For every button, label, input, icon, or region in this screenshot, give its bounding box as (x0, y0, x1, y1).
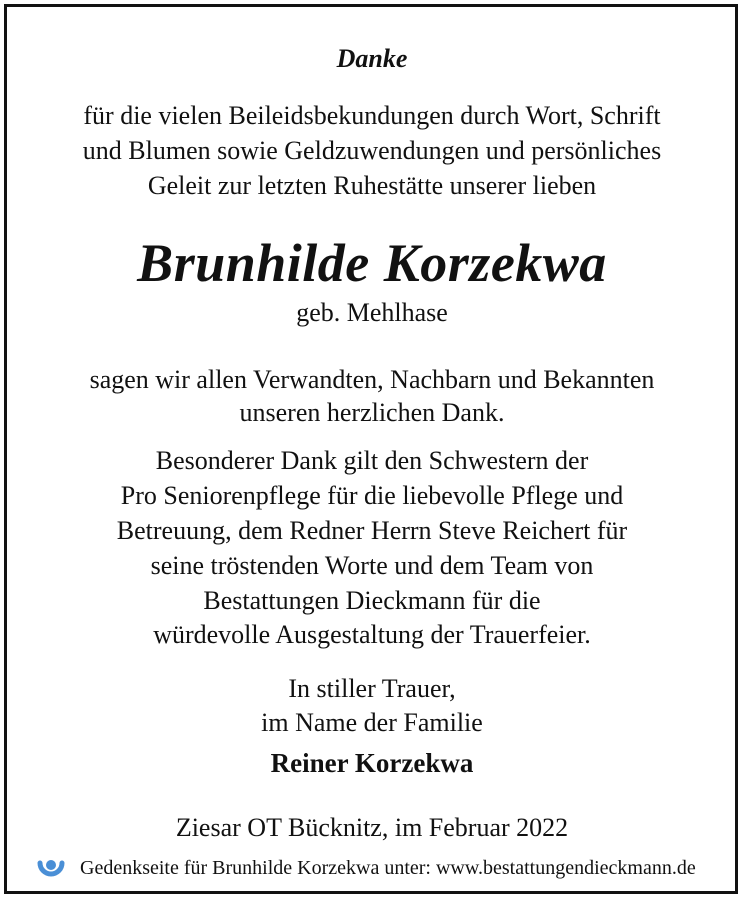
thanks-line-2: unseren herzlichen Dank. (239, 398, 505, 427)
special-thanks-line-6: würdevolle Ausgestaltung der Trauerfeier. (153, 620, 591, 649)
thanks-line-1: sagen wir allen Verwandten, Nachbarn und Bekannten (89, 365, 655, 394)
special-thanks-line-5: Bestattungen Dieckmann für die (203, 586, 541, 615)
closing-line-2: im Name der Familie (261, 708, 483, 737)
intro-line-3: Geleit zur letzten Ruhestätte unserer lieben (147, 171, 597, 200)
notice-heading: Danke (336, 44, 408, 73)
special-thanks-line-4: seine tröstenden Worte und dem Team von (150, 551, 594, 580)
deceased-name: Brunhilde Korzekwa (137, 233, 607, 293)
memorial-logo-icon (34, 851, 68, 885)
intro-line-1: für die vielen Beileidsbekundungen durch Wort, Schrift (83, 101, 661, 130)
closing-line-1: In stiller Trauer, (288, 674, 456, 703)
special-thanks-line-1: Besonderer Dank gilt den Schwestern der (155, 446, 589, 475)
special-thanks-line-3: Betreuung, dem Redner Herrn Steve Reichert für (116, 516, 628, 545)
special-thanks-line-2: Pro Seniorenpflege für die liebevolle Pflege und (120, 481, 624, 510)
signer-name: Reiner Korzekwa (270, 748, 474, 778)
memorial-page-link-text[interactable]: Gedenkseite für Brunhilde Korzekwa unter: www.bestattungendieckmann.de (80, 856, 696, 879)
intro-line-2: und Blumen sowie Geldzuwendungen und persönliches (82, 136, 662, 165)
birth-name: geb. Mehlhase (296, 298, 448, 327)
place-date: Ziesar OT Bücknitz, im Februar 2022 (175, 813, 569, 842)
memorial-page-footer (34, 850, 696, 886)
